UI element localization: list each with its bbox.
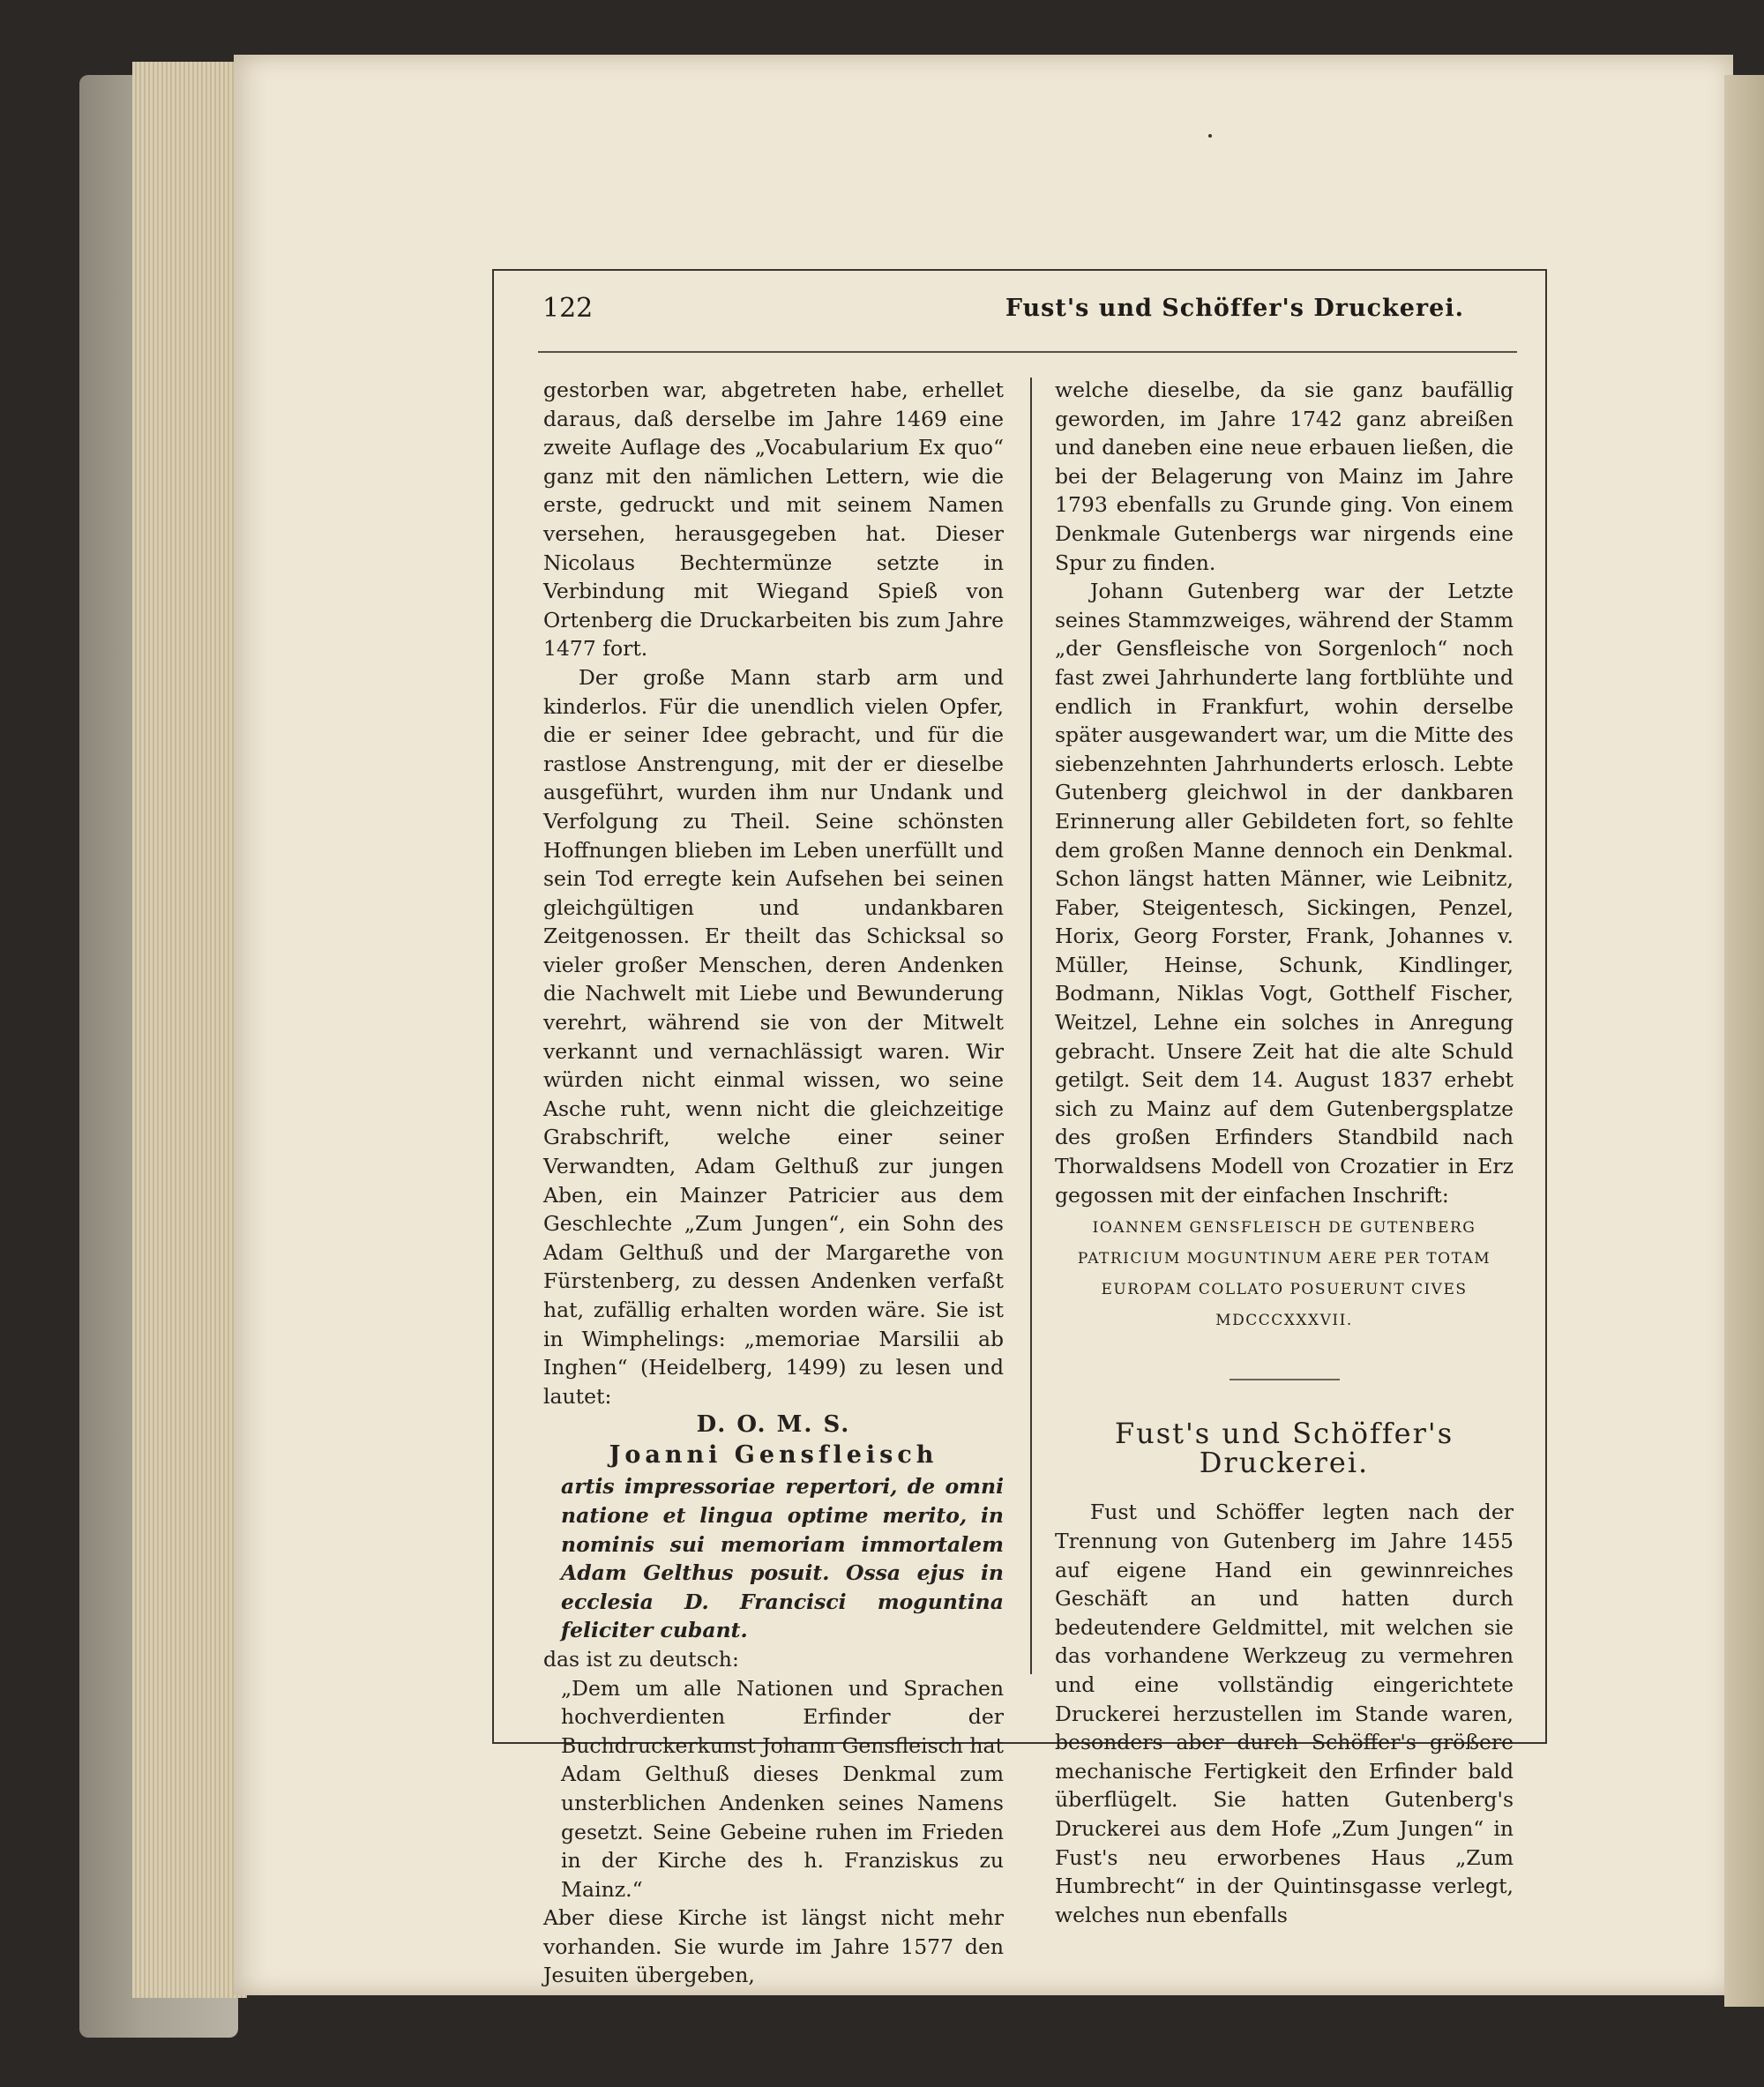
header-rule <box>538 351 1517 353</box>
latin-inscription <box>1055 1213 1514 1336</box>
inscription-line: MDCCCXXXVII. <box>1215 1312 1353 1330</box>
page-header <box>538 288 1508 332</box>
page-edges <box>132 62 247 1998</box>
paragraph: Fust und Schöffer legten nach der Trennung von Gutenberg im Jahre 1455 auf eigene Hand ein gewinnreiches Geschäft an und hatten durch bedeutendere Geldmittel, mit welchen sie das vorhandene Werkzeug zu vermehren und eine vollständig eingerichtete Druckerei herzustellen im Stande waren, besonders aber durch Schöffer's größere mechanische Fertigkeit den Erfinder bald überflügelt. Sie hatten Gutenberg's Druckerei aus dem Hofe „Zum Jungen“ in Fust's neu erworbenes Haus „Zum Humbrecht“ in der Quintinsgasse verlegt, welches nun ebenfalls <box>1055 1500 1514 1927</box>
section-rule <box>1230 1379 1340 1380</box>
translation-quote: „Dem um alle Nationen und Sprachen hochverdienten Erfinder der Buchdruckerkunst Johann Gensfleisch hat Adam Gelthuß dieses Denkmal zum unsterblichen Andenken seines Namens gesetzt. Seine Gebeine ruhen im Frieden in der Kirche des h. Franziskus zu Mainz.“ <box>561 1675 1004 1902</box>
left-column <box>543 376 1004 1990</box>
inscription-name: Joanni Gensfleisch <box>609 1441 938 1470</box>
right-column <box>1055 376 1514 1929</box>
inscription-line: PATRICIUM MOGUNTINUM AERE PER TOTAM <box>1077 1250 1491 1268</box>
column-divider <box>1030 378 1032 1674</box>
inscription-line: EUROPAM COLLATO POSUERUNT CIVES <box>1101 1281 1468 1299</box>
running-title: Fust's und Schöffer's Druckerei. <box>1005 295 1464 322</box>
paragraph: Johann Gutenberg war der Letzte seines Stammzweiges, während der Stamm „der Gensfleische von Sorgenloch“ noch fast zwei Jahrhunderte lang fortblühte und endlich in Frankfurt, wohin derselbe später ausgewandert war, um die Mitte des siebenzehnten Jahrhunderts erlosch. Lebte Gutenberg gleichwol in der dankbaren Erinnerung aller Gebildeten fort, so fehlte dem großen Manne dennoch ein Denkmal. Schon längst hatten Männer, wie Leibnitz, Faber, Steigentesch, Sickingen, Penzel, Horix, Georg Forster, Frank, Johannes v. Müller, Heinse, Schunk, Kindlinger, Bodmann, Niklas Vogt, Gotthelf Fischer, Weitzel, Lehne ein solches in Anregung gebracht. Unsere Zeit hat die alte Schuld getilgt. Seit dem 14. August 1837 erhebt sich zu Mainz auf dem Gutenbergsplatze des großen Erfinders Standbild nach Thorwaldsens Modell von Crozatier in Erz gegossen mit der einfachen Inschrift: <box>1055 579 1514 1208</box>
page-number: 122 <box>542 293 594 324</box>
translation-intro: das ist zu deutsch: <box>543 1646 739 1672</box>
inscription-text: artis impressoriae repertori, de omni natione et lingua optime merito, in nominis sui memoriam immortalem Adam Gelthus posuit. Ossa ejus in ecclesia D. Francisci moguntina feliciter cubant. <box>561 1474 1004 1643</box>
inscription-heading: D. O. M. S. <box>696 1411 851 1439</box>
section-title: Fust's und Schöffer's Druckerei. <box>1114 1417 1454 1479</box>
paragraph: gestorben war, abgetreten habe, erhellet daraus, daß derselbe im Jahre 1469 eine zweite Auflage des „Vocabularium Ex quo“ ganz mit den nämlichen Lettern, wie die erste, gedruckt und mit seinem Namen versehen, herausgegeben hat. Dieser Nicolaus Bechtermünze setzte in Verbindung mit Wiegand Spieß von Ortenberg die Druckarbeiten bis zum Jahre 1477 fort. <box>543 378 1004 662</box>
inscription-line: IOANNEM GENSFLEISCH DE GUTENBERG <box>1092 1219 1476 1238</box>
paragraph: welche dieselbe, da sie ganz baufällig geworden, im Jahre 1742 ganz abreißen und daneben eine neue erbauen ließen, die bei der Belagerung von Mainz im Jahre 1793 ebenfalls zu Grunde ging. Von einem Denkmale Gutenbergs war nirgends eine Spur zu finden. <box>1055 378 1514 575</box>
paragraph: Der große Mann starb arm und kinderlos. Für die unendlich vielen Opfer, die er seiner Idee gebracht, und für die rastlose Anstrengung, mit der er dieselbe ausgeführt, wurden ihm nur Undank und Verfolgung zu Theil. Seine schönsten Hoffnungen blieben im Leben unerfüllt und sein Tod erregte kein Aufsehen bei seinen gleichgültigen und undankbaren Zeitgenossen. Er theilt das Schicksal so vieler großer Menschen, deren Andenken die Nachwelt mit Liebe und Bewunderung verehrt, während sie von der Mitwelt verkannt und vernachlässigt waren. Wir würden nicht einmal wissen, wo seine Asche ruht, wenn nicht die gleichzeitige Grabschrift, welche einer seiner Verwandten, Adam Gelthuß zur jungen Aben, ein Mainzer Patricier aus dem Geschlechte „Zum Jungen“, ein Sohn des Adam Gelthuß und der Margarethe von Fürstenberg, zu dessen Andenken verfaßt hat, zufällig erhalten worden wäre. Sie ist in Wimphelings: „memoriae Marsilii ab Inghen“ (Heidelberg, 1499) zu lesen und lautet: <box>543 664 1004 1409</box>
paragraph: Aber diese Kirche ist längst nicht mehr vorhanden. Sie wurde im Jahre 1577 den Jesuiten übergeben, <box>543 1905 1004 1988</box>
next-page-edge <box>1724 75 1764 2007</box>
ink-speck <box>1208 134 1212 138</box>
